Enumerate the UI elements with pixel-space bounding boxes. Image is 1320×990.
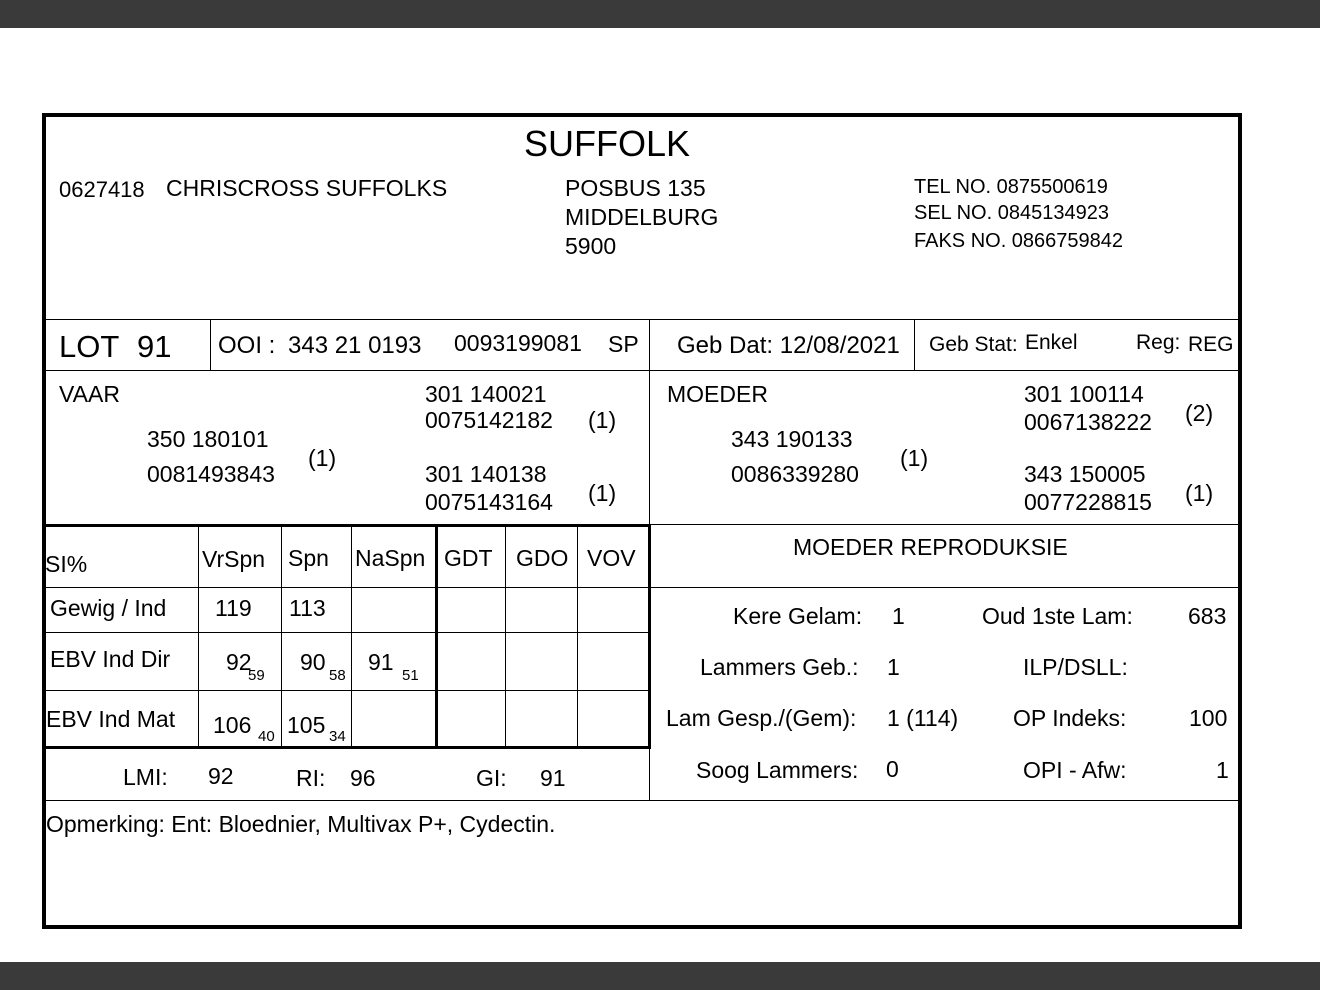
rule-header (44, 319, 1240, 320)
repro-value: 683 (1188, 603, 1227, 629)
si-header-vov: VOV (587, 545, 636, 571)
vrule-si-1 (198, 526, 199, 747)
lot-number: 91 (137, 329, 172, 364)
moeder-sire-id1: 301 100114 (1024, 381, 1144, 407)
si-row-label: Gewig / Ind (50, 595, 167, 621)
repro-value: 1 (892, 603, 905, 629)
si-cell-vrspn-accuracy: 40 (258, 728, 275, 745)
lmi-value: 92 (208, 763, 234, 789)
ooi-label: OOI : (218, 332, 276, 359)
moeder-sire-id2: 0067138222 (1024, 409, 1152, 435)
address-line-2: MIDDELBURG (565, 204, 719, 230)
vaar-id2: 0081493843 (147, 461, 275, 487)
moeder-dam-id1: 343 150005 (1024, 461, 1146, 487)
animal-id: 0093199081 (454, 330, 582, 356)
rule-si-bottom (44, 746, 651, 749)
top-bar (0, 0, 1320, 28)
vaar-sire-id2: 0075142182 (425, 407, 553, 433)
vaar-sire-id1: 301 140021 (425, 381, 547, 407)
breed-title: SUFFOLK (524, 123, 691, 164)
reproduksie-title: MOEDER REPRODUKSIE (793, 534, 1068, 560)
si-header-vrspn: VrSpn (202, 546, 266, 572)
vrule-gebdat (914, 320, 915, 370)
sel-number: SEL NO. 0845134923 (914, 202, 1109, 224)
vrule-si-right (648, 524, 651, 749)
faks-number: FAKS NO. 0866759842 (914, 230, 1124, 252)
gi-label: GI: (476, 765, 507, 791)
vaar-dam-id1: 301 140138 (425, 461, 547, 487)
repro-label: Kere Gelam: (733, 603, 863, 629)
reg-value: REG (1188, 333, 1234, 356)
border-top (42, 113, 1242, 117)
si-cell-spn-accuracy: 58 (329, 667, 346, 684)
vaar-dam-count: (1) (588, 480, 617, 506)
vaar-dam-id2: 0075143164 (425, 489, 553, 515)
si-header-gdo: GDO (516, 545, 569, 571)
si-cell-vrspn-accuracy: 59 (248, 667, 265, 684)
si-header-spn: Spn (288, 545, 329, 571)
rule-pedigree-right (650, 524, 1240, 525)
vrule-si-2 (281, 526, 282, 747)
si-header-naspn: NaSpn (355, 545, 426, 571)
vrule-si-3 (351, 526, 352, 747)
repro-value: 0 (886, 756, 899, 782)
si-cell-spn: 90 (300, 649, 326, 675)
border-left (42, 113, 46, 929)
repro-label: OP Indeks: (1013, 705, 1127, 731)
sp-code: SP (608, 331, 639, 357)
repro-value: 100 (1189, 705, 1228, 731)
ri-value: 96 (350, 765, 376, 791)
repro-value: 1 (887, 654, 900, 680)
vaar-id1: 350 180101 (147, 426, 269, 452)
repro-value: 1 (1216, 757, 1229, 783)
si-cell-vrspn: 106 (213, 712, 252, 738)
gi-value: 91 (540, 765, 566, 791)
si-row-label: EBV Ind Dir (50, 646, 171, 672)
si-cell-vrspn: 119 (215, 595, 252, 621)
moeder-dam-count: (1) (1185, 480, 1214, 506)
vrule-si-6 (577, 526, 578, 747)
vaar-label: VAAR (59, 381, 120, 407)
si-header-si: SI% (45, 551, 88, 577)
rule-indices (44, 800, 1240, 801)
opmerking: Opmerking: Ent: Bloednier, Multivax P+, Cydectin. (46, 811, 556, 837)
moeder-count: (1) (900, 445, 929, 471)
ri-label: RI: (296, 765, 326, 791)
geb-dat: Geb Dat: 12/08/2021 (677, 332, 900, 359)
vaar-sire-count: (1) (588, 407, 617, 433)
si-header-gdt: GDT (444, 545, 493, 571)
vrule-si-5 (505, 526, 506, 747)
rule-si-header (44, 587, 650, 588)
lot-label: LOT (59, 329, 120, 364)
rule-pedigree-left (44, 524, 651, 527)
geb-stat-value: Enkel (1025, 331, 1078, 354)
vaar-count: (1) (308, 445, 337, 471)
bottom-bar (0, 962, 1320, 990)
moeder-id1: 343 190133 (731, 426, 853, 452)
si-cell-spn: 113 (289, 595, 326, 621)
repro-label: Lammers Geb.: (700, 654, 859, 680)
repro-label: Soog Lammers: (696, 757, 859, 783)
rule-repro-title (650, 587, 1240, 588)
repro-value: 1 (114) (887, 705, 959, 731)
geb-stat-label: Geb Stat: (929, 333, 1018, 356)
si-cell-spn: 105 (287, 712, 326, 738)
rule-lot (44, 370, 1240, 371)
address-line-1: POSBUS 135 (565, 175, 706, 201)
moeder-dam-id2: 0077228815 (1024, 489, 1152, 515)
border-bottom (42, 925, 1242, 929)
repro-label: OPI - Afw: (1023, 757, 1127, 783)
ooi-number: 343 21 0193 (288, 332, 422, 359)
reg-label: Reg: (1136, 331, 1181, 354)
lmi-label: LMI: (123, 764, 168, 790)
address-line-3: 5900 (565, 233, 617, 259)
repro-label: Lam Gesp./(Gem): (666, 705, 857, 731)
moeder-sire-count: (2) (1185, 400, 1214, 426)
vrule-lot (210, 320, 211, 370)
si-cell-vrspn: 92 (226, 649, 252, 675)
repro-label: Oud 1ste Lam: (982, 603, 1133, 629)
border-right (1238, 113, 1242, 929)
moeder-id2: 0086339280 (731, 461, 859, 487)
owner-code: 0627418 (59, 177, 145, 202)
si-row-label: EBV Ind Mat (46, 706, 176, 732)
si-cell-spn-accuracy: 34 (329, 728, 346, 745)
owner-name: CHRISCROSS SUFFOLKS (166, 175, 448, 201)
rule-si-row1 (44, 632, 650, 633)
vrule-si-4 (435, 526, 438, 747)
si-cell-naspn-accuracy: 51 (402, 667, 419, 684)
si-cell-naspn: 91 (368, 649, 394, 675)
tel-number: TEL NO. 0875500619 (914, 176, 1108, 198)
rule-si-row2 (44, 690, 650, 691)
repro-label: ILP/DSLL: (1023, 654, 1128, 680)
moeder-label: MOEDER (667, 381, 768, 407)
